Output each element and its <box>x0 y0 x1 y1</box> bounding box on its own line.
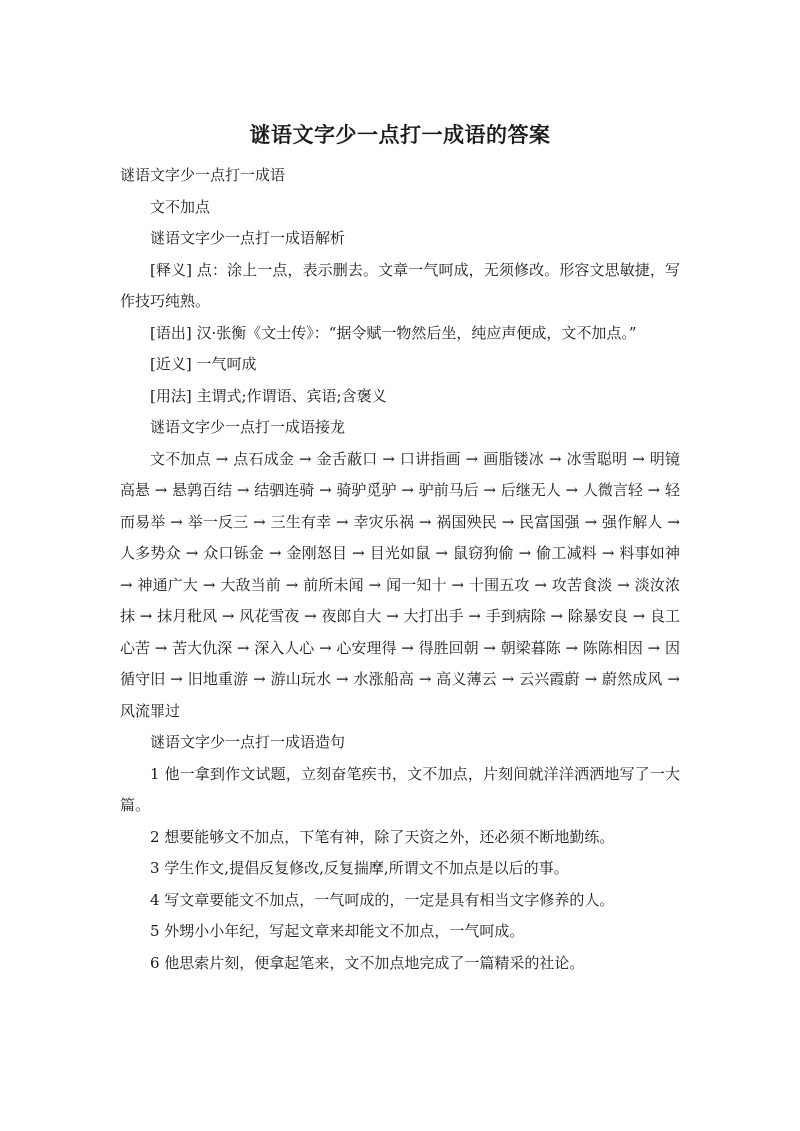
document-page <box>120 120 680 979</box>
example-sentence: 3 学生作文,提倡反复修改,反复揣摩,所谓文不加点是以后的事。 <box>150 859 569 877</box>
example-sentence: 1 他一拿到作文试题，立刻奋笔疾书，文不加点，片刻间就洋洋洒洒地写了一大篇。 <box>120 764 680 814</box>
example-sentence: 4 写文章要能文不加点，一气呵成的，一定是具有相当文字修养的人。 <box>150 890 615 909</box>
usage-paragraph: [用法] 主谓式;作谓语、宾语;含褒义 <box>150 386 387 405</box>
riddle-answer: 文不加点 <box>150 197 211 216</box>
example-sentence: 6 他思索片刻，便拿起笔来，文不加点地完成了一篇精采的社论。 <box>150 953 585 972</box>
chain-heading: 谜语文字少一点打一成语接龙 <box>150 418 346 436</box>
synonym-paragraph: [近义] 一气呵成 <box>150 355 257 373</box>
document-title: 谜语文字少一点打一成语的答案 <box>249 123 551 147</box>
idiom-chain: 文不加点 → 点石成金 → 金舌蔽口 → 口讲指画 → 画脂镂冰 → 冰雪聪明 → 明镜高悬 → 悬鹑百结 → 结驷连骑 → 骑驴觅驴 → 驴前马后 → 后继无人 → 人微言轻 → 轻而易举 → 举一反三 → 三生有幸 → 幸灾乐祸 → 祸国殃民 → 民富国强 → 强作解人 → 人多势众 → 众口铄金 → 金刚怒目 → 目光如鼠 → 鼠窃狗偷 → 偷工减料 → 料事如神 → 神通广大 → 大敌当前 → 前所未闻 → 闻一知十 → 十围五攻 → 攻苦食淡 → 淡汝浓抹 → 抹月秕风 → 风花雪夜 → 夜郎自大 → 大打出手 → 手到病除 → 除暴安良 → 良工心苦 → 苦大仇深 → 深入人心 → 心安理得 → 得胜回朝 → 朝梁暮陈 → 陈陈相因 → 因循守旧 → 旧地重游 → 游山玩水 → 水涨船高 → 高义薄云 → 云兴霞蔚 → 蔚然成风 → 风流罪过 <box>120 449 680 720</box>
example-sentence: 5 外甥小小年纪，写起文章来却能文不加点，一气呵成。 <box>150 922 525 940</box>
riddle-text: 谜语文字少一点打一成语 <box>120 166 286 184</box>
analysis-heading: 谜语文字少一点打一成语解析 <box>150 229 346 247</box>
definition-paragraph: [释义] 点：涂上一点，表示删去。文章一气呵成，无须修改。形容文思敏捷，写作技巧纯熟。 <box>120 260 680 310</box>
example-sentence: 2 想要能够文不加点，下笔有神，除了天资之外，还必须不断地勤练。 <box>150 827 615 846</box>
sentences-heading: 谜语文字少一点打一成语造句 <box>150 733 346 751</box>
source-paragraph: [语出] 汉·张衡《文士传》：“据令赋一物然后坐，纯应声便成，文不加点。” <box>150 323 637 342</box>
